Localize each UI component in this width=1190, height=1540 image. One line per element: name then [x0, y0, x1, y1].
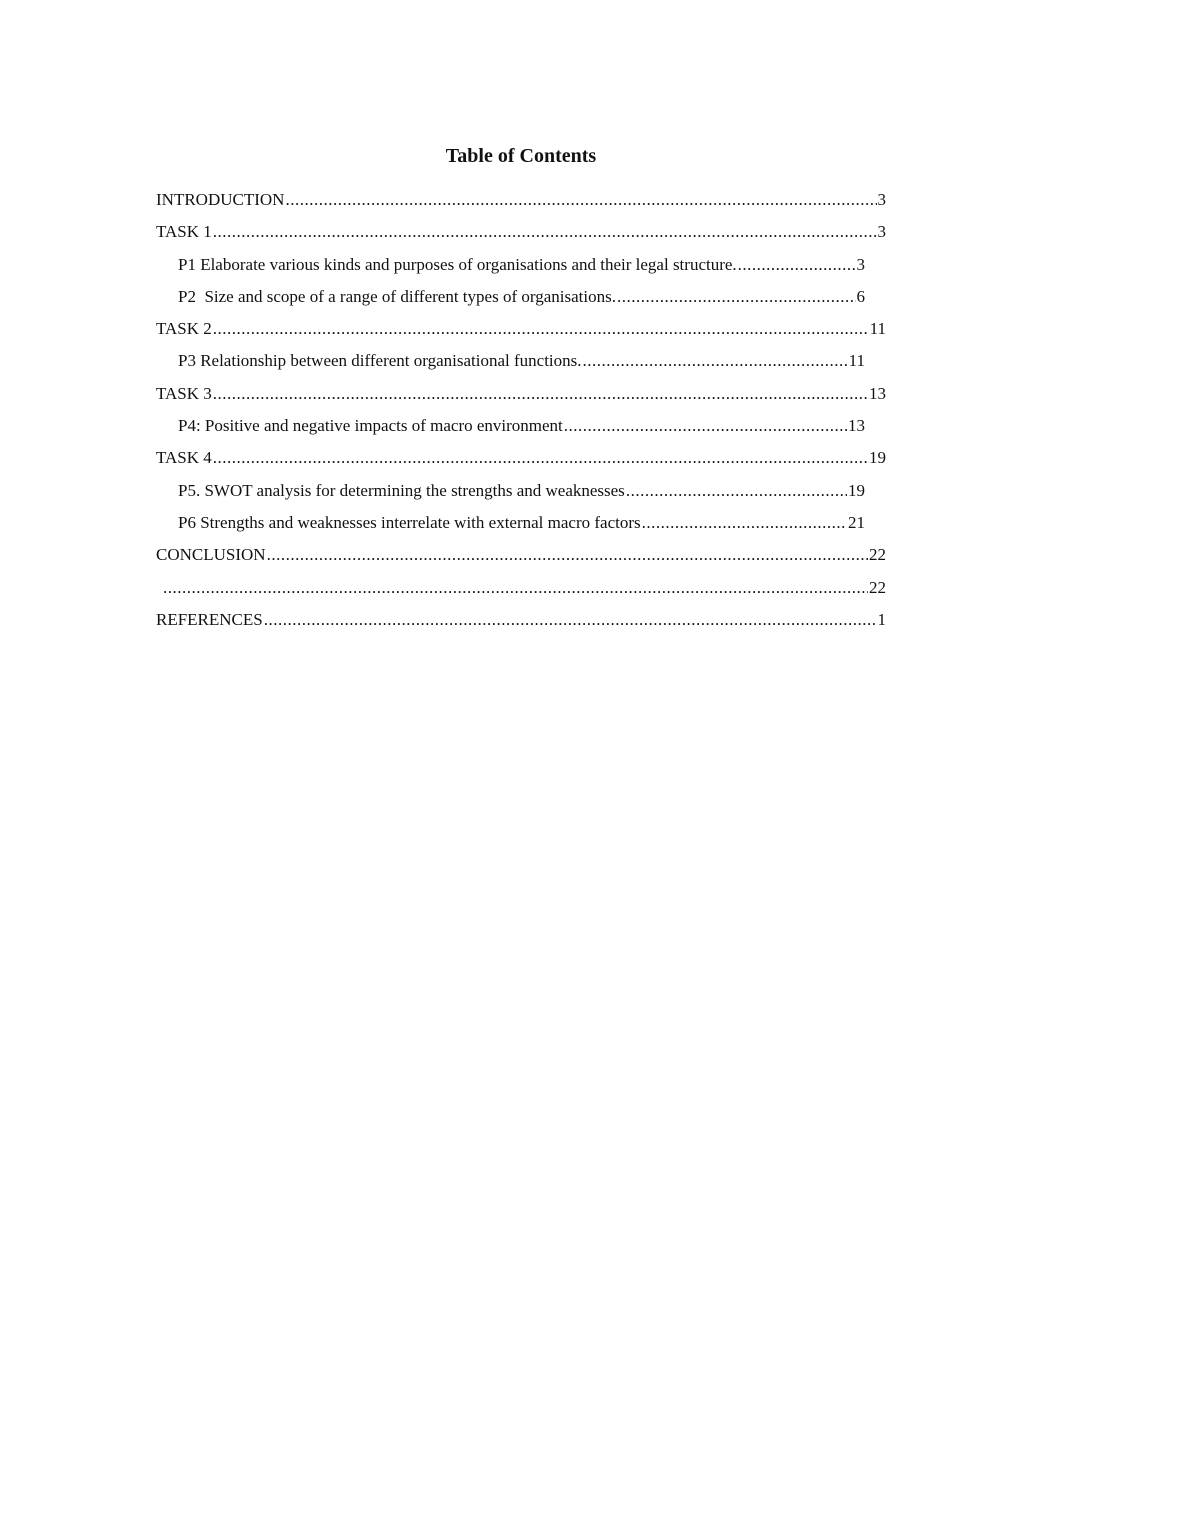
- toc-entry-page: 1: [877, 609, 886, 629]
- toc-dot-leader: [583, 347, 848, 375]
- toc-dot-leader: [285, 186, 876, 214]
- toc-entry-page: 19: [848, 480, 865, 500]
- toc-entry-page: 3: [856, 254, 865, 274]
- toc-entry-task-3[interactable]: [156, 380, 886, 412]
- toc-entry-page: 19: [869, 448, 886, 468]
- toc-entry-label: TASK 2: [156, 319, 212, 339]
- toc-dot-leader: [213, 444, 868, 472]
- toc-entry-p5[interactable]: [156, 477, 886, 509]
- toc-entry-page: 22: [869, 577, 886, 597]
- toc-entry-label: P4: Positive and negative impacts of macro environment: [178, 416, 563, 436]
- toc-entry-label: CONCLUSION: [156, 545, 266, 565]
- toc-dot-leader: [564, 412, 847, 440]
- toc-dot-leader: [213, 315, 869, 343]
- toc-entry-page: 13: [848, 416, 865, 436]
- toc-entry-label: TASK 1: [156, 222, 212, 242]
- toc-entry-page: 13: [869, 383, 886, 403]
- toc-entry-page: 3: [877, 190, 886, 209]
- toc-entry-page: 21: [848, 512, 865, 532]
- toc-list: [156, 186, 886, 638]
- toc-entry-introduction[interactable]: [156, 186, 886, 218]
- toc-dot-leader: [213, 218, 877, 246]
- toc-entry-task-2[interactable]: [156, 315, 886, 347]
- toc-dot-leader: [163, 574, 868, 602]
- toc-dot-leader: [213, 380, 868, 408]
- toc-entry-label: TASK 3: [156, 383, 212, 403]
- toc-entry-label: P6 Strengths and weaknesses interrelate with external macro factors: [178, 512, 641, 532]
- toc-entry-p1[interactable]: [156, 251, 886, 283]
- toc-entry-p2[interactable]: [156, 283, 886, 315]
- toc-entry-references[interactable]: [156, 606, 886, 638]
- toc-entry-p4[interactable]: [156, 412, 886, 444]
- toc-entry-untitled[interactable]: [156, 574, 886, 606]
- toc-entry-label: TASK 4: [156, 448, 212, 468]
- toc-entry-page: 11: [848, 351, 865, 371]
- toc-entry-page: 11: [869, 319, 886, 339]
- toc-entry-label: P1 Elaborate various kinds and purposes of organisations and their legal structure.: [178, 254, 737, 274]
- toc-entry-label: REFERENCES: [156, 609, 263, 629]
- toc-entry-conclusion[interactable]: [156, 541, 886, 573]
- toc-dot-leader: [738, 251, 856, 279]
- toc-dot-leader: [264, 606, 877, 634]
- toc-entry-task-1[interactable]: [156, 218, 886, 250]
- toc-title: Table of Contents: [445, 145, 597, 167]
- toc-dot-leader: [617, 283, 856, 311]
- toc-dot-leader: [642, 509, 847, 537]
- toc-entry-p6[interactable]: [156, 509, 886, 541]
- toc-entry-page: 6: [856, 286, 865, 306]
- toc-dot-leader: [626, 477, 847, 505]
- toc-entry-task-4[interactable]: [156, 444, 886, 476]
- toc-entry-label: P2 Size and scope of a range of different types of organisations.: [178, 286, 616, 306]
- toc-dot-leader: [267, 541, 868, 569]
- toc-entry-p3[interactable]: [156, 347, 886, 379]
- toc-entry-page: 22: [869, 545, 886, 565]
- toc-entry-page: 3: [877, 222, 886, 242]
- toc-entry-label: P5. SWOT analysis for determining the strengths and weaknesses: [178, 480, 625, 500]
- toc-entry-label: P3 Relationship between different organisational functions.: [178, 351, 582, 371]
- toc-entry-label: INTRODUCTION: [156, 190, 285, 209]
